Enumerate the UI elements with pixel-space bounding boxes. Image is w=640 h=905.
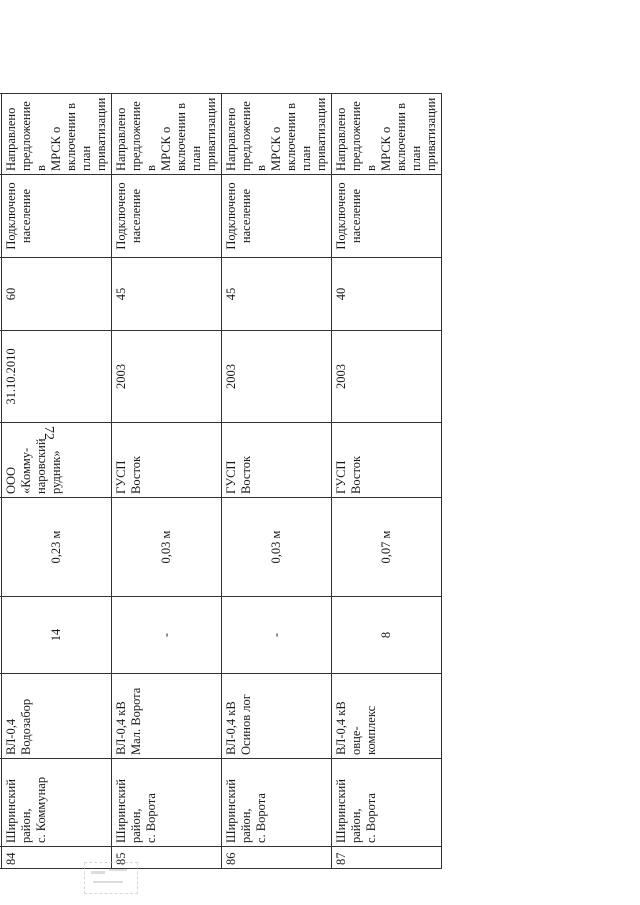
col4-cell: 8: [332, 597, 442, 674]
col8-cell: 40: [332, 258, 442, 331]
date-cell: 2003: [332, 331, 442, 423]
location-cell: [112, 759, 222, 847]
rotated-table-container: [0, 97, 438, 869]
note-cell-line: Направлено: [334, 107, 348, 171]
note-cell: [222, 94, 332, 175]
note-cell: [112, 94, 222, 175]
connected-cell-line: Подключено: [224, 182, 238, 250]
power-line-cell: [222, 674, 332, 759]
note-cell-line: план: [189, 145, 203, 171]
power-line-cell-line: ВЛ-0,4 кВ: [224, 701, 238, 755]
power-line-cell-line: Мал. Ворота: [129, 687, 143, 755]
power-line-cell: [2, 674, 112, 759]
owner-cell-line: «Комму-: [19, 447, 33, 494]
owner-cell: [112, 423, 222, 498]
location-cell-line: с. Ворота: [364, 793, 378, 843]
note-cell: [332, 94, 442, 175]
owner-cell-line: Восток: [349, 455, 363, 494]
connected-cell-line: Подключено: [334, 182, 348, 250]
power-line-cell-line: овце-: [349, 726, 363, 755]
col8-cell: 60: [2, 258, 112, 331]
owner-cell-line: рудник»: [49, 450, 63, 494]
connected-cell: [112, 175, 222, 258]
connected-cell-line: население: [349, 188, 363, 244]
note-cell-line: включении в: [394, 102, 408, 171]
owner-cell: [222, 423, 332, 498]
row-number-cell: 84: [2, 847, 112, 869]
power-line-cell-line: комплекс: [364, 705, 378, 755]
connected-cell-line: Подключено: [4, 182, 18, 250]
power-line-cell-line: ВЛ-0,4: [4, 718, 18, 755]
note-cell-line: предложение в: [19, 101, 48, 171]
page-number: 72: [41, 426, 56, 440]
note-cell-line: предложение в: [349, 101, 378, 171]
location-cell: [332, 759, 442, 847]
location-cell: [2, 759, 112, 847]
note-cell-line: предложение в: [129, 101, 158, 171]
owner-cell-line: ГУСП: [334, 460, 348, 494]
date-cell: 2003: [112, 331, 222, 423]
power-line-cell-line: ВЛ-0,4 кВ: [114, 701, 128, 755]
location-cell-line: район,: [349, 808, 363, 843]
row-number-cell: 85: [112, 847, 222, 869]
length-cell: 0,23 м: [2, 498, 112, 597]
power-line-cell-line: Осинов лог: [239, 694, 253, 755]
row-number-cell: 87: [332, 847, 442, 869]
owner-cell: [332, 423, 442, 498]
power-line-cell-line: ВЛ-0,4 кВ: [334, 701, 348, 755]
col8-cell: 45: [222, 258, 332, 331]
note-cell-line: включении в: [64, 102, 78, 171]
connected-cell-line: Подключено: [114, 182, 128, 250]
col4-cell: 14: [2, 597, 112, 674]
location-cell-line: Ширинский: [334, 779, 348, 843]
location-cell-line: с. Ворота: [144, 793, 158, 843]
table-row: [222, 94, 332, 869]
table-row: [2, 94, 112, 869]
connected-cell-line: население: [129, 188, 143, 244]
table-body: [0, 94, 442, 869]
owner-cell-line: ГУСП: [224, 460, 238, 494]
note-cell-line: МРСК о: [269, 126, 283, 171]
note-cell-line: Направлено: [224, 107, 238, 171]
date-cell: 2003: [222, 331, 332, 423]
note-cell-line: Направлено: [4, 107, 18, 171]
privatization-table: [0, 93, 442, 869]
note-cell-line: план: [299, 145, 313, 171]
note-cell-line: Направлено: [114, 107, 128, 171]
connected-cell: [2, 175, 112, 258]
note-cell-line: приватизации: [424, 97, 438, 171]
owner-cell-line: ГУСП: [114, 460, 128, 494]
table-row: [112, 94, 222, 869]
note-cell-line: МРСК о: [159, 126, 173, 171]
note-cell: [2, 94, 112, 175]
owner-cell-line: ООО: [4, 466, 18, 494]
location-cell-line: Ширинский: [4, 779, 18, 843]
location-cell-line: с. Ворота: [254, 793, 268, 843]
length-cell: 0,03 м: [112, 498, 222, 597]
owner-cell-line: Восток: [129, 455, 143, 494]
note-cell-line: план: [409, 145, 423, 171]
note-cell-line: МРСК о: [49, 126, 63, 171]
location-cell: [222, 759, 332, 847]
note-cell-line: МРСК о: [379, 126, 393, 171]
length-cell: 0,07 м: [332, 498, 442, 597]
note-cell-line: включении в: [284, 102, 298, 171]
power-line-cell: [112, 674, 222, 759]
location-cell-line: с. Коммунар: [34, 776, 48, 843]
note-cell-line: приватизации: [314, 97, 328, 171]
location-cell-line: район,: [129, 808, 143, 843]
location-cell-line: Ширинский: [224, 779, 238, 843]
note-cell-line: включении в: [174, 102, 188, 171]
note-cell-line: план: [79, 145, 93, 171]
col4-cell: -: [222, 597, 332, 674]
table-row: [332, 94, 442, 869]
note-cell-line: предложение в: [239, 101, 268, 171]
connected-cell-line: население: [239, 188, 253, 244]
faint-stamp-mark: [84, 862, 138, 894]
note-cell-line: приватизации: [204, 97, 218, 171]
note-cell-line: приватизации: [94, 97, 108, 171]
location-cell-line: район,: [239, 808, 253, 843]
power-line-cell: [332, 674, 442, 759]
col4-cell: -: [112, 597, 222, 674]
location-cell-line: район,: [19, 808, 33, 843]
connected-cell: [332, 175, 442, 258]
date-cell: 31.10.2010: [2, 331, 112, 423]
connected-cell: [222, 175, 332, 258]
owner-cell-line: наровский: [34, 438, 48, 494]
connected-cell-line: население: [19, 188, 33, 244]
location-cell-line: Ширинский: [114, 779, 128, 843]
length-cell: 0,03 м: [222, 498, 332, 597]
row-number-cell: 86: [222, 847, 332, 869]
owner-cell: [2, 423, 112, 498]
power-line-cell-line: Водозабор: [19, 698, 33, 755]
owner-cell-line: Восток: [239, 455, 253, 494]
col8-cell: 45: [112, 258, 222, 331]
